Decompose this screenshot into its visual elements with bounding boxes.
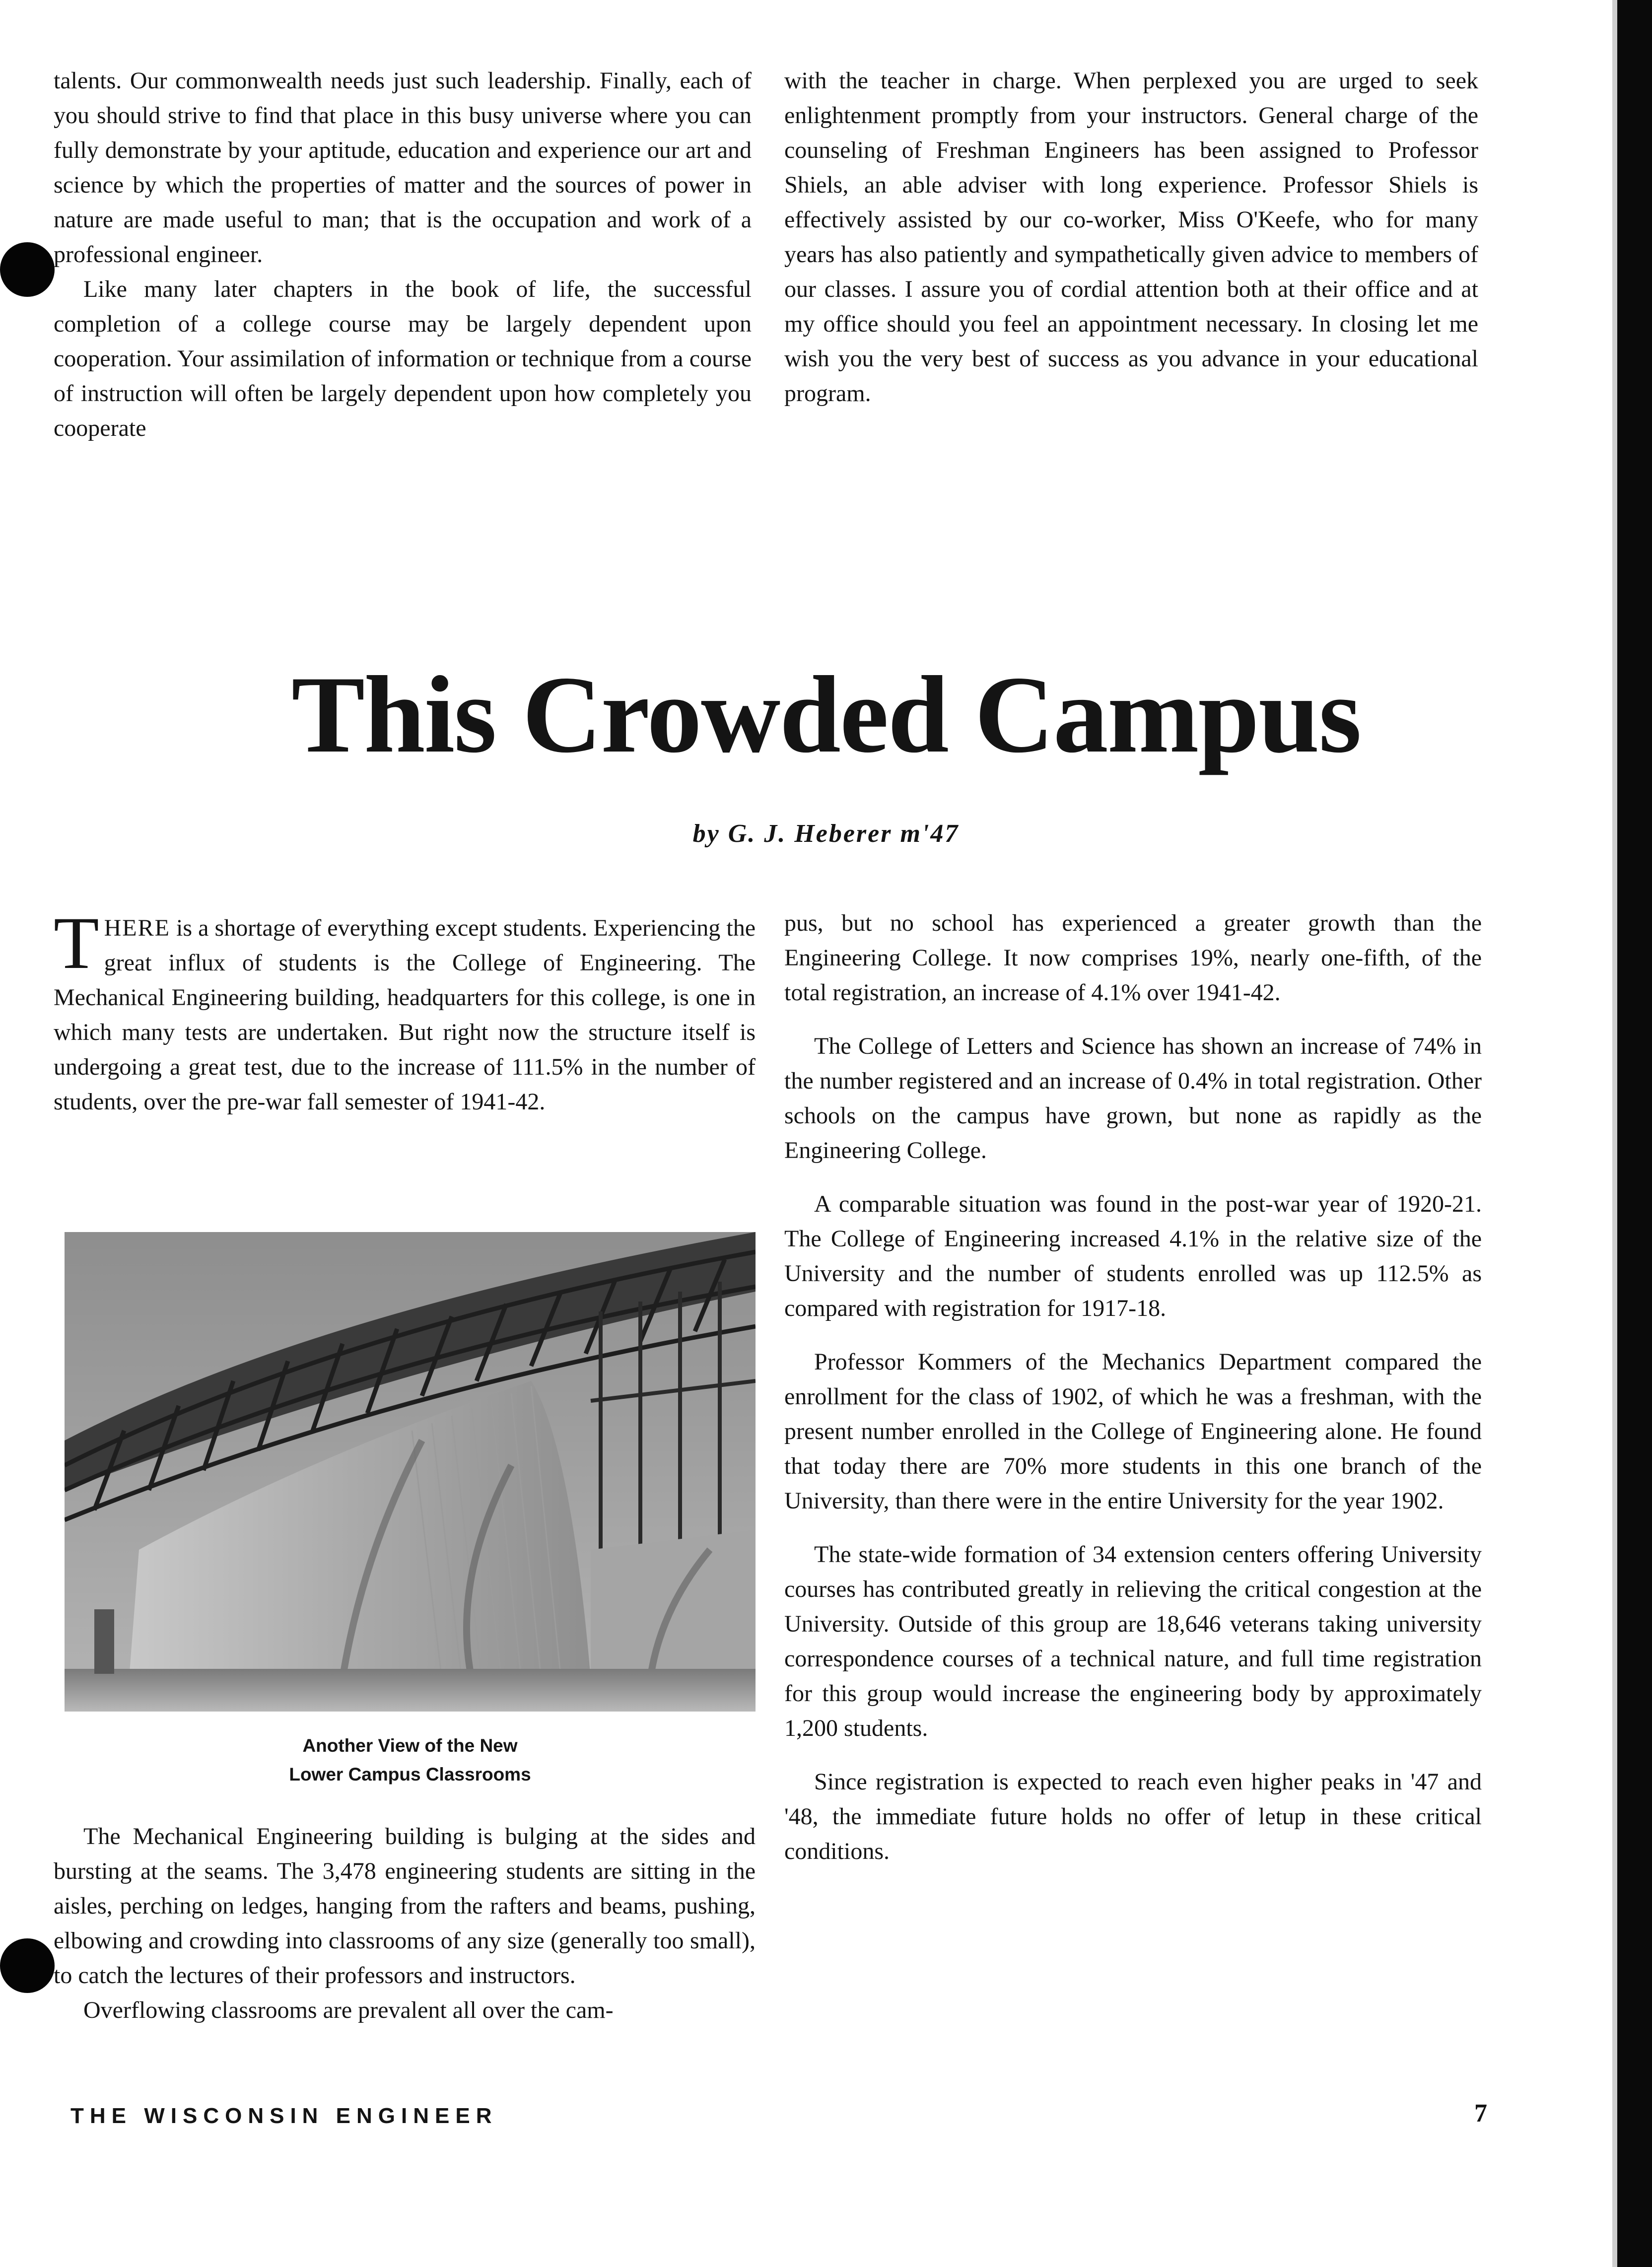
page-number: 7: [1474, 2099, 1487, 2128]
article-left-column-continued: [54, 1819, 756, 2028]
paragraph: Overflowing classrooms are prevalent all over the cam-: [83, 1997, 614, 2023]
caption-line: Another View of the New: [302, 1735, 518, 1756]
publication-name: THE WISCONSIN ENGINEER: [70, 2104, 498, 2128]
binder-hole-icon: [0, 1938, 55, 1993]
paragraph: The College of Letters and Science has shown an increase of 74% in the number registered and an increase of 0.4% in total registration. Other schools on the campus have grown, but none as rapidly as the Engineering College.: [784, 1033, 1482, 1164]
paragraph: The state-wide formation of 34 extension centers offering University courses has contributed greatly in relieving the critical congestion at the University. Outside of this group are 18,646 veterans taking university correspondence courses of a technical nature, and full time registration for this group would increase the engineering body by approximately 1,200 students.: [784, 1541, 1482, 1741]
paragraph: Like many later chapters in the book of life, the successful completion of a college course may be largely dependent upon cooperation. Your assimilation of information or technique from a course of instruction will often be largely dependent upon how completely you cooperate: [54, 276, 752, 441]
photo-caption: [65, 1731, 756, 1789]
paragraph: The Mechanical Engineering building is bulging at the sides and bursting at the seams. The 3,478 engineering students are sitting in the aisles, perching on ledges, hanging from the rafters and beams, pushing, elbowing and crowding into classrooms of any size (generally too small), to catch the lectures of their professors and instructors.: [54, 1823, 756, 1989]
paragraph: pus, but no school has experienced a greater growth than the Engineering College. It now comprises 19%, nearly one-fifth, of the total registration, an increase of 4.1% over 1941-42.: [784, 910, 1482, 1006]
article-title: This Crowded Campus: [291, 654, 1361, 776]
intro-text: is a shortage of everything except students. Experiencing the great influx of students is the College of Engineering. The Mechanical Engineering building, headquarters for this college, is one in which many tests are undertaken. But right now the structure itself is undergoing a great test, due to the increase of 111.5% in the number of students, over the pre-war fall semester of 1941-42.: [54, 915, 756, 1115]
classroom-construction-photo: [65, 1232, 756, 1712]
intro-paragraph: [54, 902, 756, 1119]
binder-hole-icon: [0, 242, 55, 297]
article-left-column-intro: [54, 902, 756, 1119]
previous-article-left-column: [54, 64, 752, 446]
previous-article-right-column: [784, 64, 1478, 411]
caption-line: Lower Campus Classrooms: [289, 1764, 531, 1785]
article-byline: by G. J. Heberer m'47: [692, 820, 960, 848]
scan-edge-highlight: [1612, 0, 1617, 2267]
paragraph: Professor Kommers of the Mechanics Department compared the enrollment for the class of 1902, of which he was a freshman, with the present number enrolled in the College of Engineering alone. He found that today there are 70% more students in this one branch of the University, than there were in the entire University for the year 1902.: [784, 1349, 1482, 1514]
article-right-column: [784, 906, 1482, 1869]
drop-cap: T: [54, 902, 99, 984]
paragraph: talents. Our commonwealth needs just such leadership. Finally, each of you should strive to find that place in this busy universe where you can fully demonstrate by your aptitude, education and experience our art and science by which the properties of matter and the sources of power in nature are made useful to man; that is the occupation and work of a professional engineer.: [54, 68, 752, 268]
intro-smallcaps: HERE: [104, 915, 170, 941]
paragraph: A comparable situation was found in the post-war year of 1920-21. The College of Engineering increased 4.1% in the relative size of the University and the number of students enrolled was up 112.5% as compared with registration for 1917-18.: [784, 1191, 1482, 1321]
scan-edge-shadow: [1617, 0, 1652, 2267]
paragraph: Since registration is expected to reach even higher peaks in '47 and '48, the immediate future holds no offer of letup in these critical conditions.: [784, 1769, 1482, 1864]
paragraph: with the teacher in charge. When perplexed you are urged to seek enlightenment promptly from your instructors. General charge of the counseling of Freshman Engineers has been assigned to Professor Shiels, an able adviser with long experience. Professor Shiels is effectively assisted by our co-worker, Miss O'Keefe, who for many years has also patiently and sympathetically given advice to members of our classes. I assure you of cordial attention both at their office and at my office should you feel an appointment necessary. In closing let me wish you the very best of success as you advance in your educational program.: [784, 68, 1478, 407]
